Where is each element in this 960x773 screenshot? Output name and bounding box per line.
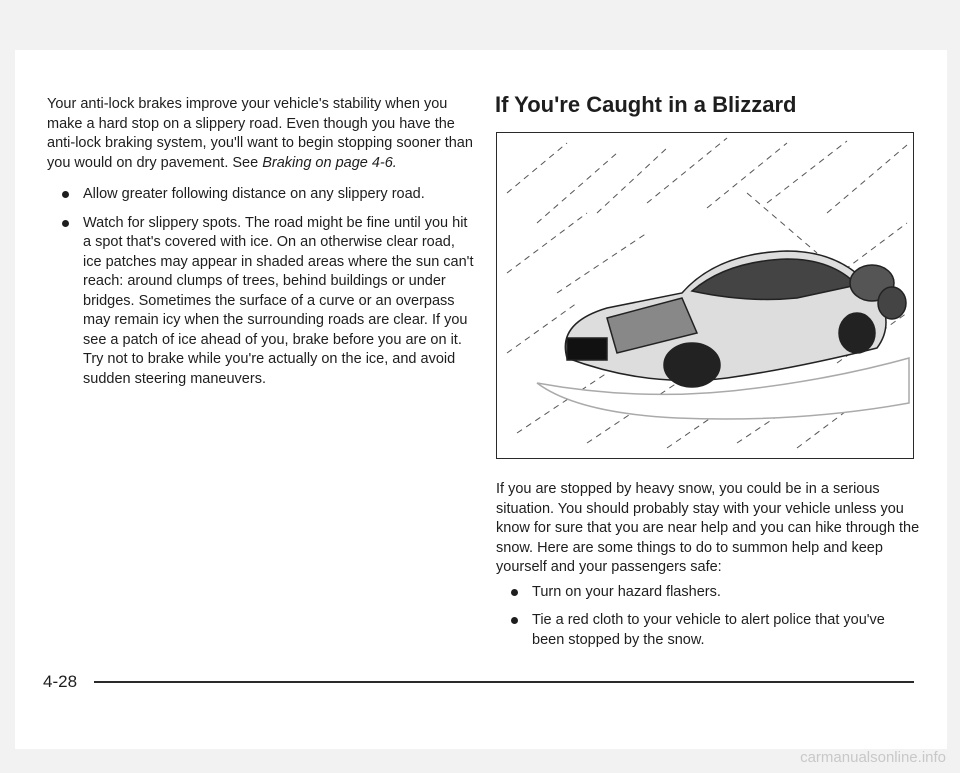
section-heading: If You're Caught in a Blizzard (495, 92, 797, 117)
slippery-road-list (47, 185, 477, 389)
bullet-text: Allow greater following distance on any slippery road. (83, 186, 425, 202)
snowbound-car-drawing (497, 133, 913, 458)
manual-page (15, 50, 947, 749)
page-number: 4-28 (43, 672, 78, 691)
left-column (47, 95, 477, 398)
list-item (47, 185, 477, 205)
list-item (496, 583, 921, 603)
bullet-text: Turn on your hazard flashers. (532, 583, 721, 600)
blizzard-list (496, 583, 921, 651)
braking-reference: Braking on page 4-6. (262, 154, 397, 171)
bullet-icon (511, 617, 518, 624)
car-icon (537, 251, 909, 419)
watermark: carmanualsonline.info (800, 749, 946, 766)
footer-divider (94, 681, 914, 683)
intro-text: Your anti-lock brakes improve your vehicle's stability when you make a hard stop on a slippery road. Even though you have the anti-lock braking system, you'll want to begin stopping sooner than you would on dry pavement. See (47, 96, 473, 171)
bullet-icon (62, 220, 69, 227)
intro-paragraph (47, 95, 477, 173)
blizzard-car-illustration (496, 132, 914, 459)
bullet-icon (62, 191, 69, 198)
bullet-text: Watch for slippery spots. The road might be fine until you hit a spot that's covered with ice. On an otherwise clear road, ice patches may appear in shaded areas where the sun can't reach: around clumps of trees, behind buildings or under bridges. Sometimes the surface of a curve or an overpass may remain icy when the surrounding roads are clear. If you see a patch of ice ahead of you, brake before you are on it. Try not to brake while you're actually on the ice, and avoid sudden steering maneuvers. (83, 214, 474, 387)
bullet-text: Tie a red cloth to your vehicle to alert police that you've been stopped by the snow. (532, 612, 885, 648)
bullet-icon (511, 589, 518, 596)
list-item (47, 214, 477, 390)
list-item (496, 611, 921, 650)
right-column (496, 480, 921, 659)
blizzard-paragraph: If you are stopped by heavy snow, you could be in a serious situation. You should probably stay with your vehicle unless you know for sure that you are near help and you can hike through the snow. Here are some things to do to summon help and keep yourself and your passengers safe: (496, 481, 920, 575)
